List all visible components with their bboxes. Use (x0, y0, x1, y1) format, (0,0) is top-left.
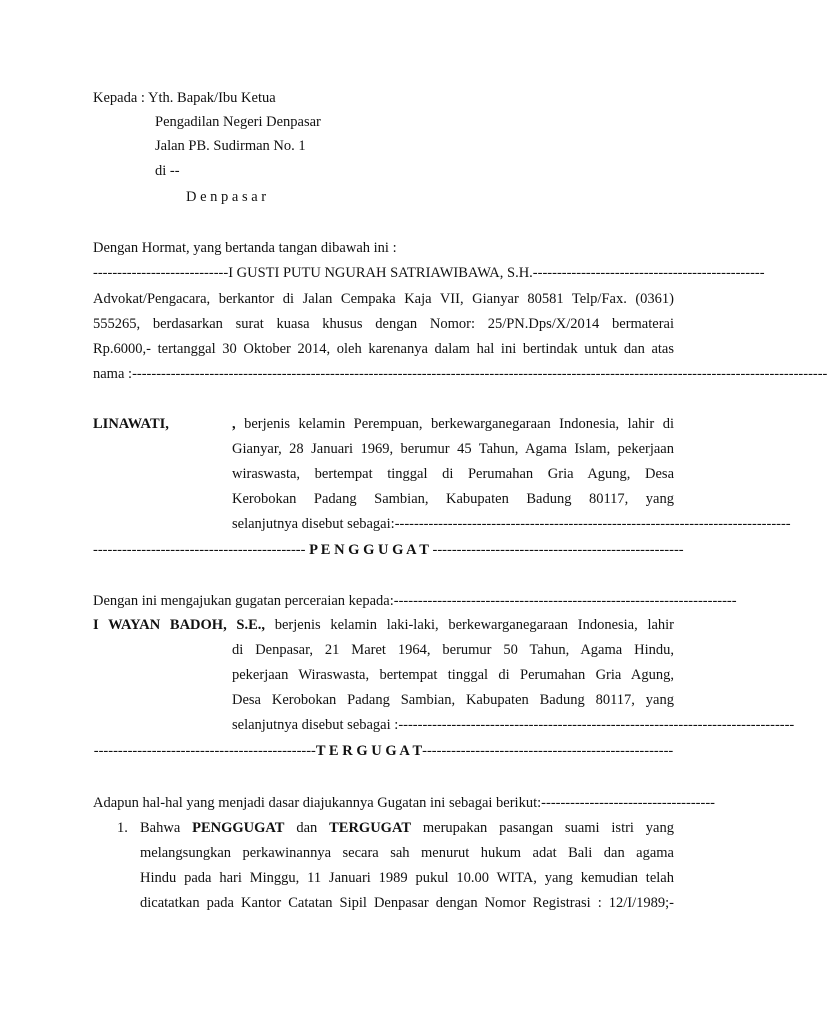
point-1-line-2: melangsungkan perkawinannya secara sah menurut hukum adat Bali dan agama (140, 845, 674, 861)
point-1-plaintiff: PENGGUGAT (192, 820, 285, 836)
defendant-line-1-text: berjenis kelamin laki-laki, berkewarganegaraan Indonesia, lahir (274, 617, 675, 633)
point-1-line-1 (140, 816, 674, 840)
grounds-intro-line: Adapun hal-hal yang menjadi dasar diajukannya Gugatan ini sebagai berikut:------------------------------------ (93, 795, 715, 811)
address-city: D e n p a s a r (186, 189, 267, 205)
advocate-name-line: ----------------------------I GUSTI PUTU NGURAH SATRIAWIBAWA, S.H.------------------------------------------------ (93, 265, 765, 281)
plaintiff-comma: , (232, 416, 236, 432)
address-line-4: di -- (155, 163, 180, 179)
address-line-1: Kepada : Yth. Bapak/Ibu Ketua (93, 90, 276, 106)
plaintiff-name: LINAWATI, (93, 416, 169, 432)
point-1-defendant: TERGUGAT (329, 820, 412, 836)
plaintiff-role: P E N G G U G A T (309, 542, 429, 558)
plaintiff-line-2: Gianyar, 28 Januari 1969, berumur 45 Tahun, Agama Islam, pekerjaan (232, 441, 674, 457)
advocate-line-2: 555265, berdasarkan surat kuasa khusus dengan Nomor: 25/PN.Dps/X/2014 bermaterai (93, 316, 674, 332)
point-1-pre: Bahwa (140, 820, 181, 836)
advocate-name: I GUSTI PUTU NGURAH SATRIAWIBAWA, S.H. (228, 265, 533, 281)
defendant-name: I WAYAN BADOH, S.E., (93, 617, 266, 633)
point-1-number: 1. (117, 820, 128, 836)
intro-defendant-text: Dengan ini mengajukan gugatan perceraian kepada: (93, 593, 394, 609)
defendant-line-5: selanjutnya disebut sebagai :---------------------------------------------------------------------------------- (232, 717, 795, 733)
advocate-line-4-text: nama : (93, 366, 133, 382)
point-1-rest: merupakan pasangan suami istri yang (422, 820, 674, 836)
point-1-line-4: dicatatkan pada Kantor Catatan Sipil Denpasar dengan Nomor Registrasi : 12/I/1989;- (140, 895, 674, 911)
plaintiff-line-3: wiraswasta, bertempat tinggal di Perumahan Gria Agung, Desa (232, 466, 674, 482)
plaintiff-role-line: -------------------------------------------- P E N G G U G A T ---------------------------------------------------- (93, 542, 684, 558)
defendant-role: T E R G U G A T (315, 743, 423, 759)
intro-defendant-line: Dengan ini mengajukan gugatan perceraian kepada:----------------------------------------------------------------------- (93, 593, 737, 609)
address-line-3: Jalan PB. Sudirman No. 1 (155, 138, 306, 154)
grounds-intro-text: Adapun hal-hal yang menjadi dasar diajukannya Gugatan ini sebagai berikut: (93, 795, 542, 811)
advocate-line-1: Advokat/Pengacara, berkantor di Jalan Cempaka Kaja VII, Gianyar 80581 Telp/Fax. (0361) (93, 291, 674, 307)
defendant-role-line: ----------------------------------------------T E R G U G A T---------------------------------------------------- (93, 743, 674, 759)
defendant-line-3: pekerjaan Wiraswasta, bertempat tinggal di Perumahan Gria Agung, (232, 667, 674, 683)
point-1-and: dan (296, 820, 318, 836)
defendant-line-5-text: selanjutnya disebut sebagai : (232, 717, 399, 733)
point-1-line-3: Hindu pada hari Minggu, 11 Januari 1989 pukul 10.00 WITA, yang kemudian telah (140, 870, 674, 886)
defendant-line-4: Desa Kerobokan Padang Sambian, Kabupaten Badung 80117, yang (232, 692, 674, 708)
advocate-line-4: nama :------------------------------------------------------------------------------------------------------------------------------------------------ (93, 366, 827, 382)
plaintiff-line-1 (232, 412, 674, 436)
opening-salutation: Dengan Hormat, yang bertanda tangan dibawah ini : (93, 240, 397, 256)
defendant-line-2: di Denpasar, 21 Maret 1964, berumur 50 Tahun, Agama Hindu, (232, 642, 674, 658)
plaintiff-line-5-text: selanjutnya disebut sebagai: (232, 516, 395, 532)
plaintiff-line-5: selanjutnya disebut sebagai:---------------------------------------------------------------------------------- (232, 516, 791, 532)
defendant-line-1 (93, 613, 674, 637)
advocate-line-3: Rp.6000,- tertanggal 30 Oktober 2014, oleh karenanya dalam hal ini bertindak untuk dan atas (93, 341, 674, 357)
plaintiff-line-4: Kerobokan Padang Sambian, Kabupaten Badung 80117, yang (232, 491, 674, 507)
address-line-2: Pengadilan Negeri Denpasar (155, 114, 321, 130)
plaintiff-line-1-text: berjenis kelamin Perempuan, berkewarganegaraan Indonesia, lahir di (244, 416, 674, 432)
